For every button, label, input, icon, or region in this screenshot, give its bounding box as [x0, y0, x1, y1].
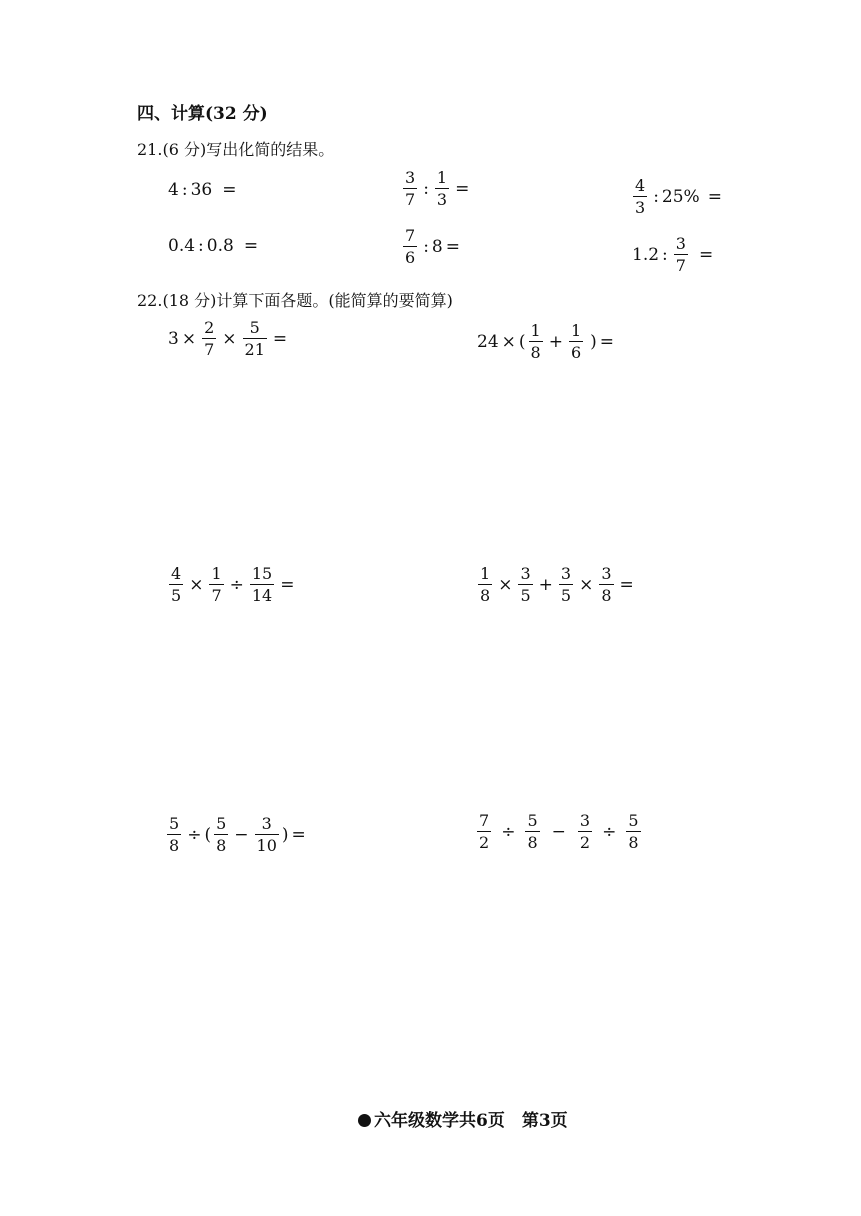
numerator: 4: [171, 564, 182, 583]
right-paren: ): [281, 825, 289, 845]
fraction: [525, 813, 539, 851]
equals-sign: =: [455, 179, 470, 199]
q22-problem-5: [164, 816, 309, 854]
number: 4: [168, 180, 179, 200]
q22-problem-1: [168, 320, 290, 358]
numerator: 1: [530, 321, 541, 340]
numerator: 3: [405, 168, 416, 187]
q21-item-2: [400, 170, 472, 208]
colon: :: [653, 187, 659, 207]
denominator: 7: [204, 340, 215, 359]
fraction: [435, 170, 449, 208]
denominator: 8: [216, 836, 227, 855]
fraction: [518, 566, 532, 604]
numerator: 2: [204, 318, 215, 337]
times-sign: ×: [501, 332, 516, 352]
fraction: [169, 566, 183, 604]
numerator: 3: [560, 564, 572, 583]
equals-sign: =: [272, 329, 288, 349]
denominator: 5: [560, 586, 572, 605]
plus-sign: +: [548, 332, 563, 352]
fraction: [403, 228, 417, 266]
q22-problem-6: [474, 813, 644, 851]
fraction: [167, 816, 181, 854]
denominator: 7: [405, 190, 416, 209]
number: 24: [477, 332, 499, 352]
colon: :: [662, 245, 668, 265]
numerator: 3: [601, 564, 612, 583]
numerator: 3: [675, 234, 686, 253]
bullet-dot-icon: [358, 1114, 371, 1127]
fraction: [477, 813, 491, 851]
fraction: [214, 816, 228, 854]
fraction: [202, 320, 216, 358]
denominator: 6: [570, 343, 582, 362]
denominator: 8: [169, 836, 180, 855]
numerator: 1: [570, 321, 582, 340]
numerator: 1: [436, 168, 448, 187]
q21-item-6: [632, 236, 716, 274]
number: 0.4: [168, 236, 196, 256]
section-title: 四、计算(32 分): [137, 104, 268, 124]
q22-problem-4: [475, 566, 637, 604]
equals-sign: =: [698, 245, 714, 265]
divide-sign: ÷: [602, 822, 617, 842]
colon: :: [423, 179, 429, 199]
divide-sign: ÷: [501, 822, 516, 842]
number: 1.2: [632, 245, 660, 265]
denominator: 7: [211, 586, 222, 605]
minus-sign: −: [234, 825, 249, 845]
times-sign: ×: [181, 329, 197, 349]
numerator: 4: [635, 176, 646, 195]
q21-item-3: [630, 178, 725, 216]
denominator: 2: [579, 833, 591, 852]
denominator: 8: [628, 833, 639, 852]
denominator: 8: [530, 343, 541, 362]
minus-sign: −: [551, 822, 566, 842]
right-paren: ): [590, 332, 597, 352]
fraction: [243, 320, 267, 358]
question-22-title: 22.(18 分)计算下面各题。(能简算的要简算): [137, 291, 453, 310]
equals-sign: =: [599, 332, 615, 352]
numerator: 3: [579, 811, 591, 830]
denominator: 5: [520, 586, 531, 605]
fraction: [674, 236, 688, 274]
numerator: 1: [480, 564, 491, 583]
denominator: 8: [527, 833, 538, 852]
fraction: [626, 813, 640, 851]
fraction: [529, 323, 543, 361]
fraction: [559, 566, 573, 604]
times-sign: ×: [189, 575, 204, 595]
numerator: 3: [261, 814, 272, 833]
times-sign: ×: [579, 575, 594, 595]
equals-sign: =: [707, 187, 722, 207]
colon: :: [423, 237, 429, 257]
equals-sign: =: [619, 575, 634, 595]
fraction: [578, 813, 592, 851]
times-sign: ×: [222, 329, 237, 349]
numerator: 5: [628, 811, 639, 830]
denominator: 2: [479, 833, 490, 852]
fraction: [403, 170, 417, 208]
q21-item-1: [168, 180, 239, 200]
fraction: [250, 566, 274, 604]
denominator: 3: [436, 190, 448, 209]
denominator: 3: [635, 198, 646, 217]
numerator: 15: [251, 564, 273, 583]
denominator: 7: [675, 256, 686, 275]
equals-sign: =: [243, 236, 259, 256]
fraction: [478, 566, 492, 604]
denominator: 21: [244, 340, 265, 359]
denominator: 8: [601, 586, 612, 605]
fraction: [209, 566, 223, 604]
numerator: 5: [216, 814, 227, 833]
footer-text: 六年级数学共6页 第3页: [374, 1111, 568, 1131]
denominator: 10: [256, 836, 277, 855]
denominator: 6: [405, 248, 416, 267]
numerator: 7: [405, 226, 416, 245]
numerator: 5: [169, 814, 180, 833]
q22-problem-2: [477, 323, 617, 361]
page-footer: [358, 1106, 568, 1131]
fraction: [599, 566, 613, 604]
equals-sign: =: [280, 575, 295, 595]
denominator: 5: [171, 586, 182, 605]
divide-sign: ÷: [229, 575, 244, 595]
fraction: [633, 178, 647, 216]
plus-sign: +: [538, 575, 553, 595]
denominator: 8: [480, 586, 491, 605]
number: 36: [190, 180, 213, 200]
fraction: [569, 323, 583, 361]
numerator: 7: [479, 811, 490, 830]
numerator: 5: [527, 811, 538, 830]
equals-sign: =: [445, 237, 460, 257]
times-sign: ×: [498, 575, 513, 595]
q21-item-4: [168, 236, 261, 256]
left-paren: (: [204, 825, 212, 845]
question-21-title: 21.(6 分)写出化简的结果。: [137, 140, 335, 159]
numerator: 1: [211, 564, 222, 583]
q21-item-5: [400, 228, 463, 266]
left-paren: (: [518, 332, 526, 352]
equals-sign: =: [222, 180, 237, 200]
denominator: 14: [251, 586, 273, 605]
number: 0.8: [206, 236, 234, 256]
divide-sign: ÷: [187, 825, 202, 845]
number: 3: [168, 329, 179, 349]
colon: :: [198, 236, 204, 256]
numerator: 5: [249, 318, 260, 337]
fraction: [255, 816, 279, 854]
numerator: 3: [520, 564, 531, 583]
q22-problem-3: [166, 566, 297, 604]
equals-sign: =: [291, 825, 306, 845]
number: 25%: [661, 187, 700, 207]
number: 8: [431, 237, 443, 257]
colon: :: [181, 180, 188, 200]
